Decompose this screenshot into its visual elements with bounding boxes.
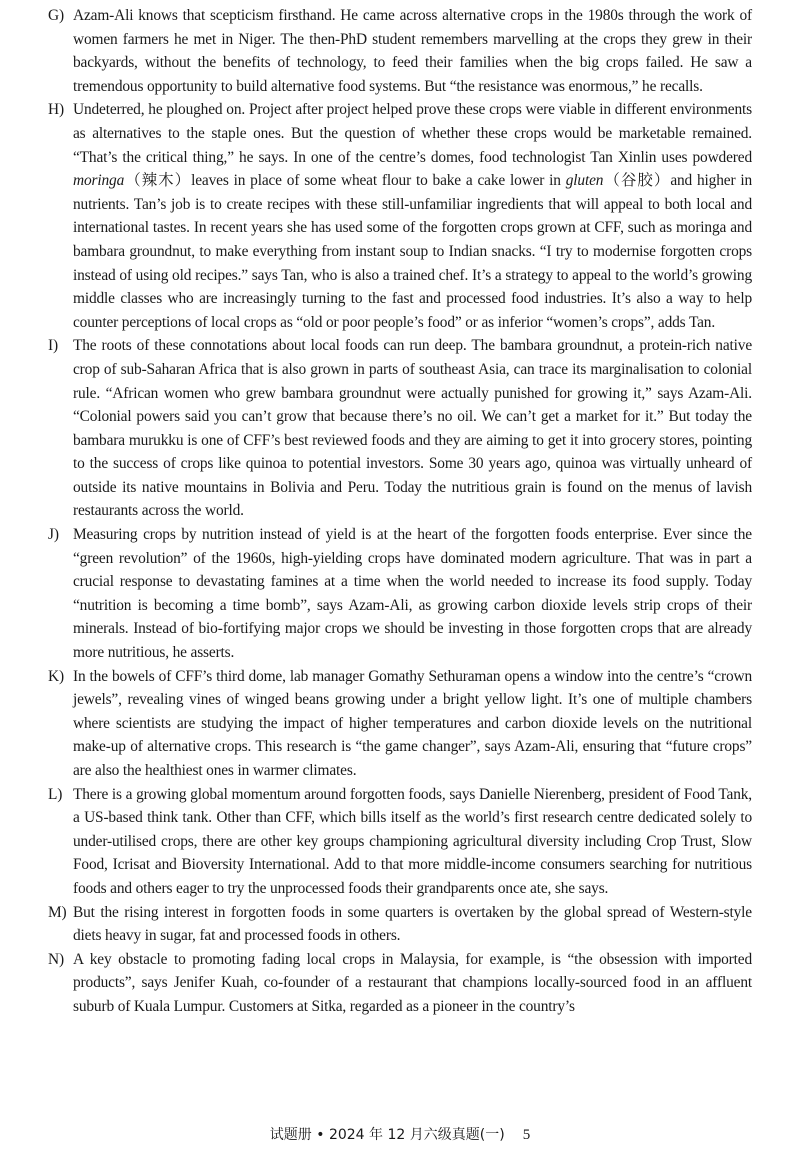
page-footer	[0, 1124, 800, 1144]
paragraph-text: Azam-Ali knows that scepticism firsthand. He came across alternative crops in the 1980s through the work of women farmers he met in Niger. The then-PhD student remembers marvelling at the crops they grew in their backyards, without the benefits of technology, to feed their families when the big crops failed. He saw a tremendous opportunity to build alternative food systems. But “the resistance was enormous,” he recalls.	[73, 7, 752, 95]
paragraph-h	[48, 98, 752, 334]
paragraph-label: J)	[48, 526, 59, 544]
paragraph-m	[48, 901, 752, 948]
italic-term-moringa: moringa	[73, 172, 125, 190]
paragraph-text: In the bowels of CFF’s third dome, lab manager Gomathy Sethuraman opens a window into the centre’s “crown jewels”, revealing vines of winged beans growing under a bright yellow light. It’s one of multiple chambers where scientists are studying the impact of higher temperatures and carbon dioxide levels on the nutritional make-up of alternative crops. This research is “the game changer”, says Azam-Ali, ensuring that “future crops” are also the healthiest ones in warmer climates.	[73, 667, 752, 779]
paragraph-text: But the rising interest in forgotten foods in some quarters is overtaken by the global spread of Western-style diets heavy in sugar, fat and processed foods in others.	[73, 903, 752, 945]
passage-body	[48, 4, 752, 1019]
paragraph-text: The roots of these connotations about local foods can run deep. The bambara groundnut, a protein-rich native crop of sub-Saharan Africa that is also grown in parts of southeast Asia, can trace its marginalisation to colonial rule. “African women who grew bambara groundnut were actually punished for growing it,” says Azam-Ali. “Colonial powers said you can’t grow that because there’s no oil. We can’t get a market for it.” But today the bambara murukku is one of CFF’s best reviewed foods and they are aiming to get it into grocery stores, pointing to the success of crops like quinoa to potential investors. Some 30 years ago, quinoa was virtually unheard of outside its native mountains in Bolivia and Peru. Today the nutritious grain is found on the menus of lavish restaurants across the world.	[73, 337, 752, 520]
paragraph-i	[48, 334, 752, 523]
italic-term-gluten: gluten	[565, 172, 604, 190]
paragraph-label: I)	[48, 337, 58, 355]
footer-title: 试题册 • 2024 年 12 月六级真题(一)	[269, 1127, 505, 1143]
paragraph-label: N)	[48, 950, 64, 968]
paragraph-label: M)	[48, 903, 67, 921]
paragraph-g	[48, 4, 752, 98]
paragraph-n	[48, 948, 752, 1019]
paragraph-label: H)	[48, 101, 64, 119]
paragraph-l	[48, 783, 752, 901]
paragraph-text: Undeterred, he ploughed on. Project after project helped prove these crops were viable in different environments as alternatives to the staple ones. But the question of whether these crops would be marketable remained. “That’s the critical thing,” he says. In one of the centre’s domes, food technologist Tan Xinlin uses powdered	[73, 101, 752, 166]
paragraph-text: （辣木）leaves in place of some wheat flour to bake a cake lower in	[124, 172, 566, 190]
paragraph-label: K)	[48, 667, 64, 685]
paragraph-text: Measuring crops by nutrition instead of yield is at the heart of the forgotten foods enterprise. Ever since the “green revolution” of the 1960s, high-yielding crops have dominated modern agriculture. That was in part a crucial response to devastating famines at a time when the world needed to increase its food supply. Today “nutrition is becoming a time bomb”, says Azam-Ali, as growing carbon dioxide levels strip crops of their minerals. Instead of bio-fortifying major crops we should be investing in those forgotten crops that are already more nutritious, he asserts.	[73, 526, 752, 662]
paragraph-text: A key obstacle to promoting fading local crops in Malaysia, for example, is “the obsession with imported products”, says Jenifer Kuah, co-founder of a restaurant that champions locally-sourced food in an affluent suburb of Kuala Lumpur. Customers at Sitka, regarded as a pioneer in the country’s	[73, 950, 752, 1015]
paragraph-j	[48, 523, 752, 665]
paragraph-label: L)	[48, 785, 63, 803]
paragraph-text: There is a growing global momentum around forgotten foods, says Danielle Nierenberg, president of Food Tank, a US-based think tank. Other than CFF, which bills itself as the world’s first research centre dedicated solely to under-utilised crops, there are other key groups championing agricultural diversity including Crop Trust, Slow Food, Icrisat and Bioversity International. Add to that more middle-income consumers searching for nutritious foods and others eager to try the unprocessed foods their grandparents once ate, she says.	[73, 785, 752, 897]
paragraph-text: （谷胶）and higher in nutrients. Tan’s job is to create recipes with these still-unfamiliar ingredients that will appeal to both local and international tastes. In recent years she has used some of the forgotten crops grown at CFF, such as moringa and bambara groundnut, to make everything from instant soup to Indian snacks. “I try to modernise forgotten crops instead of using old recipes.” says Tan, who is also a trained chef. It’s a strategy to appeal to the world’s growing middle classes who are increasingly turning to the fast and processed food industries. It’s also a way to help counter perceptions of local crops as “old or poor people’s food” or as inferior “women’s crops”, adds Tan.	[73, 172, 752, 331]
page-number: 5	[522, 1127, 531, 1143]
paragraph-label: G)	[48, 7, 64, 24]
paragraph-k	[48, 665, 752, 783]
